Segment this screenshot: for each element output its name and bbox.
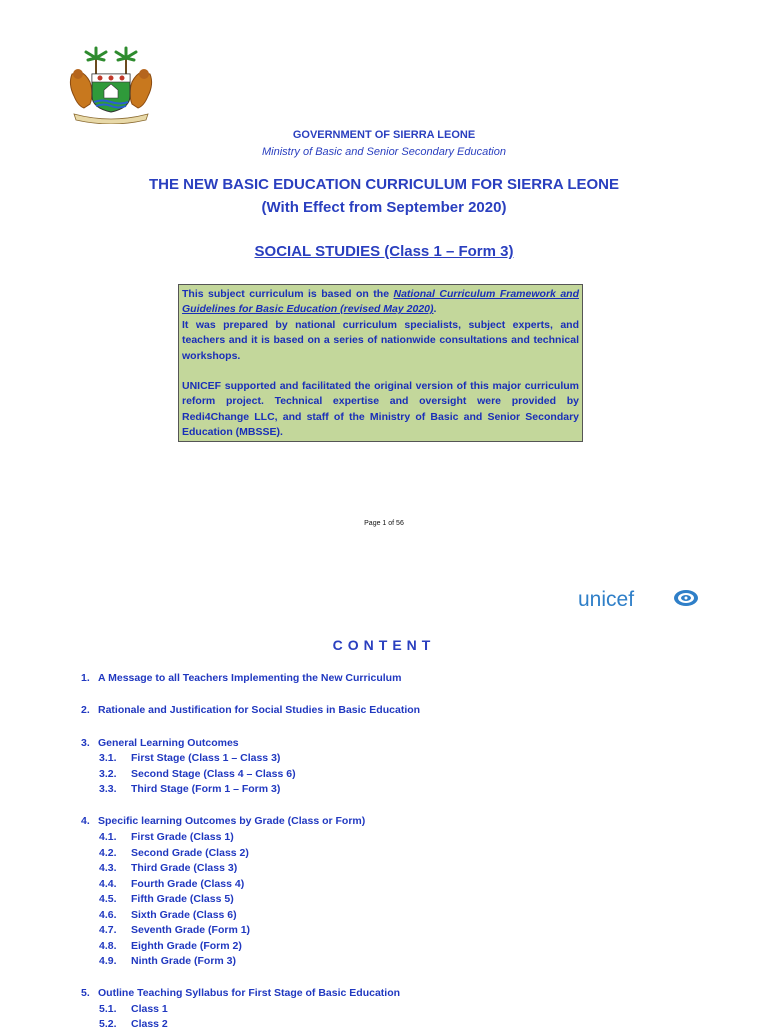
info-paragraph-3: UNICEF supported and facilitated the original version of this major curriculum reform project. Technical expertise and oversight were provided by Redi4Change LLC, and staff of the Ministry of Basic and Senior Secondary Education (MBSSE). [182,380,579,439]
document-title: THE NEW BASIC EDUCATION CURRICULUM FOR SIERRA LEONE [149,176,619,193]
unicef-logo-text: unicef [578,588,635,611]
curriculum-info-box [178,284,583,442]
toc-item-4-1[interactable]: 4.1. First Grade (Class 1) [99,831,234,843]
toc-item-2[interactable]: 2. Rationale and Justification for Social Studies in Basic Education [81,704,421,716]
ministry-name: Ministry of Basic and Senior Secondary Education [262,146,506,158]
toc-item-4-7[interactable]: 4.7. Seventh Grade (Form 1) [99,924,251,936]
page-number: Page 1 of 56 [364,520,404,527]
government-name: GOVERNMENT OF SIERRA LEONE [292,129,476,141]
globe-icon [674,590,698,606]
toc-item-4-8[interactable]: 4.8. Eighth Grade (Form 2) [99,940,242,952]
unicef-logo [578,586,702,617]
toc-item-4[interactable]: 4. Specific learning Outcomes by Grade (Class or Form) [81,815,366,827]
subject-title [0,243,768,260]
toc-item-4-9[interactable]: 4.9. Ninth Grade (Form 3) [99,955,237,967]
info-p1-prefix: This subject curriculum is based on the [182,288,394,300]
toc-item-5-1[interactable]: 5.1. Class 1 [99,1003,168,1015]
toc-item-4-6[interactable]: 4.6. Sixth Grade (Class 6) [99,909,237,921]
toc-item-3[interactable]: 3. General Learning Outcomes [81,737,239,749]
toc-item-5-2[interactable]: 5.2. Class 2 [99,1018,168,1030]
toc-item-3-2[interactable]: 3.2. Second Stage (Class 4 – Class 6) [99,768,296,780]
subject-title-text: SOCIAL STUDIES (Class 1 – Form 3) [254,243,514,260]
toc-item-5[interactable]: 5. Outline Teaching Syllabus for First Stage of Basic Education [81,987,401,999]
toc-item-3-3[interactable]: 3.3. Third Stage (Form 1 – Form 3) [99,783,281,795]
content-heading: CONTENT [332,637,436,653]
toc-item-1[interactable]: 1. A Message to all Teachers Implementing the New Curriculum [81,672,402,684]
effective-date: (With Effect from September 2020) [261,199,507,216]
coat-of-arms-emblem [66,44,156,124]
toc-item-4-2[interactable]: 4.2. Second Grade (Class 2) [99,847,249,859]
info-paragraph-2: It was prepared by national curriculum specialists, subject experts, and teachers and it is based on a series of nationwide consultations and technical workshops. [182,318,579,362]
info-p1-suffix: . [433,303,437,316]
toc-item-4-5[interactable]: 4.5. Fifth Grade (Class 5) [99,893,234,905]
toc-item-4-4[interactable]: 4.4. Fourth Grade (Class 4) [99,878,245,890]
info-paragraph-1 [182,287,579,318]
toc-item-4-3[interactable]: 4.3. Third Grade (Class 3) [99,862,238,874]
framework-link[interactable]: National Curriculum Framework and Guidelines for Basic Education (revised May 2020) [182,288,579,316]
toc-item-3-1[interactable]: 3.1. First Stage (Class 1 – Class 3) [99,752,281,764]
